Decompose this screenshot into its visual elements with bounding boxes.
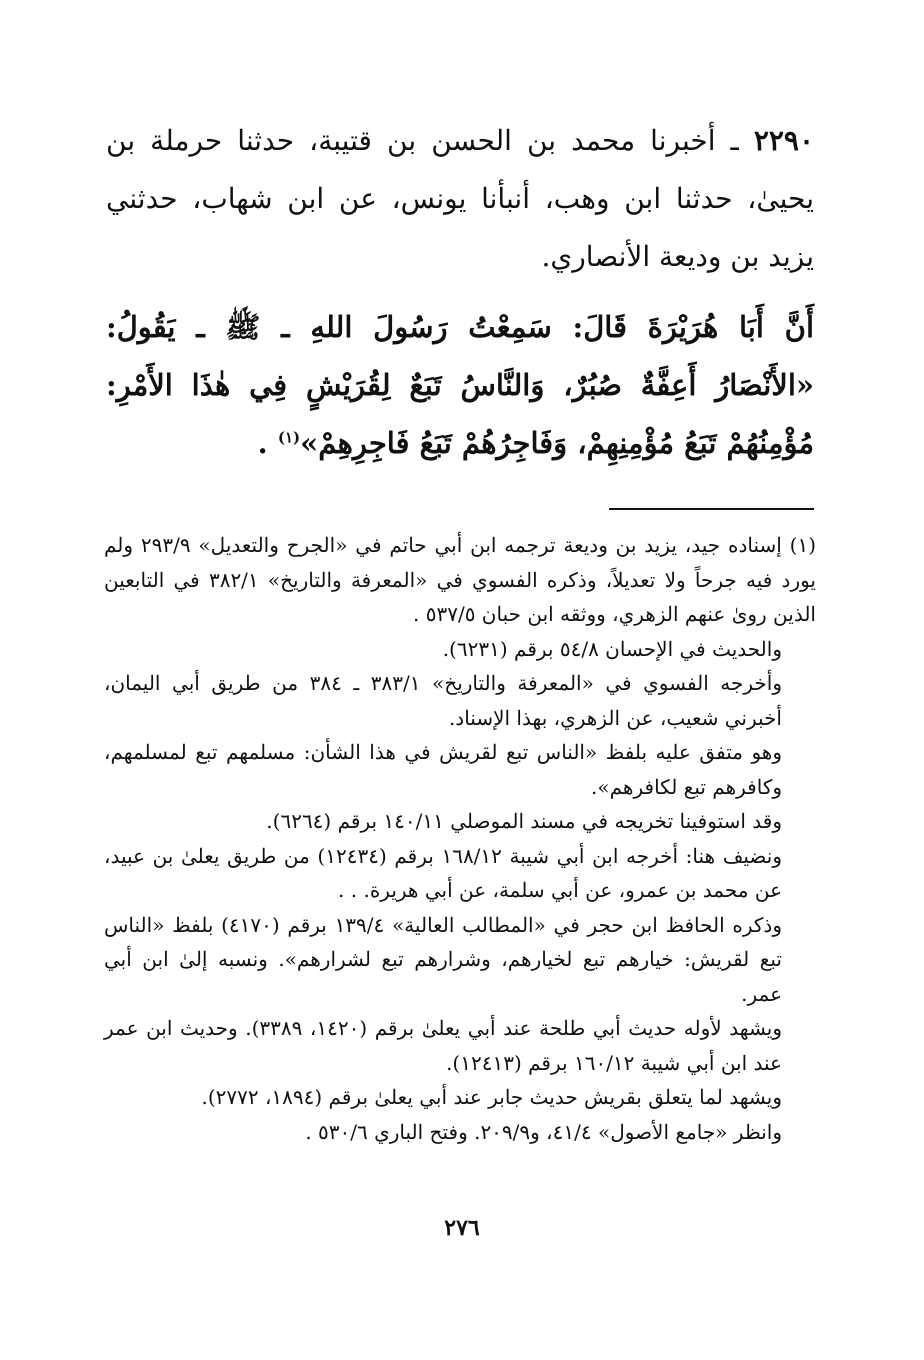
- footnote-paragraph: وقد استوفينا تخريجه في مسند الموصلي ١٤٠/١١ برقم (٦٢٦٤).: [266, 809, 782, 833]
- hadith-isnad: [106, 112, 814, 286]
- footnotes: [104, 528, 816, 1149]
- footnote-paragraph: والحديث في الإحسان ٥٤/٨ برقم (٦٢٣١).: [442, 636, 782, 661]
- footnote-paragraph: وذكره الحافظ ابن حجر في «المطالب العالية» ١٣٩/٤ برقم (٤١٧٠) بلفظ «الناس تبع لقريش: خيارهم تبع لخيارهم، وشرارهم تبع لشرارهم». ونسبه إلىٰ ابن أبي عمر.: [104, 912, 782, 1006]
- footnote-paragraph: وانظر «جامع الأصول» ٤١/٤، و٢٠٩/٩. وفتح الباري ٥٣٠/٦ .: [305, 1119, 782, 1144]
- footnote-paragraph: ويشهد لأوله حديث أبي طلحة عند أبي يعلىٰ برقم (١٤٢٠، ٣٣٨٩). وحديث ابن عمر عند ابن أبي شيبة ١٦٠/١٢ برقم (١٢٤١٣).: [104, 1016, 783, 1075]
- hadith-matn: [106, 298, 814, 472]
- hadith-block: [106, 112, 814, 472]
- footnote-paragraph: وأخرجه الفسوي في «المعرفة والتاريخ» ٣٨٣/١ ـ ٣٨٤ من طريق أبي اليمان، أخبرني شعيب، عن الزهري، بهذا الإسناد.: [104, 671, 782, 730]
- matn-text: أَنَّ أَبَا هُرَيْرَةَ قَالَ: سَمِعْتُ رَسُولَ اللهِ ـ ﷺ ـ يَقُولُ: «الأَنْصَارُ أَعِفَّةٌ صُبُرٌ، وَالنَّاسُ تَبَعٌ لِقُرَيْشٍ فِي هٰذَا الأَمْرِ: مُؤْمِنُهُمْ تَبَعُ مُؤْمِنِهِمْ، وَفَاجِرُهُمْ تَبَعُ فَاجِرِهِمْ»: [106, 310, 814, 460]
- footnote-paragraph: وهو متفق عليه بلفظ «الناس تبع لقريش في هذا الشأن: مسلمهم تبع لمسلمهم، وكافرهم تبع لكافرهم».: [104, 740, 782, 799]
- footnote-paragraph: (١) إسناده جيد، يزيد بن وديعة ترجمه ابن أبي حاتم في «الجرح والتعديل» ٢٩٣/٩ ولم يورد فيه جرحاً ولا تعديلاً، وذكره الفسوي في «المعرفة والتاريخ» ٣٨٢/١ في التابعين الذين روىٰ عنهم الزهري، ووثقه ابن حبان ٥٣٧/٥ .: [104, 533, 817, 626]
- matn-end: .: [257, 426, 278, 460]
- footnote-paragraph: ويشهد لما يتعلق بقريش حديث جابر عند أبي يعلىٰ برقم (١٨٩٤، ٢٧٧٢).: [201, 1085, 782, 1109]
- footnote-separator: [609, 508, 814, 510]
- hadith-number: ٢٢٩٠: [753, 124, 814, 157]
- footnote-reference: (١): [277, 428, 301, 447]
- isnad-text: ـ أخبرنا محمد بن الحسن بن قتيبة، حدثنا حرملة بن يحيىٰ، حدثنا ابن وهب، أنبأنا يونس، عن ابن شهاب، حدثني يزيد بن وديعة الأنصاري.: [106, 124, 814, 273]
- page-number: ٢٧٦: [444, 1215, 480, 1241]
- footnote-paragraph: ونضيف هنا: أخرجه ابن أبي شيبة ١٦٨/١٢ برقم (١٢٤٣٤) من طريق يعلىٰ بن عبيد، عن محمد بن عمرو، عن أبي سلمة، عن أبي هريرة. . .: [104, 843, 782, 902]
